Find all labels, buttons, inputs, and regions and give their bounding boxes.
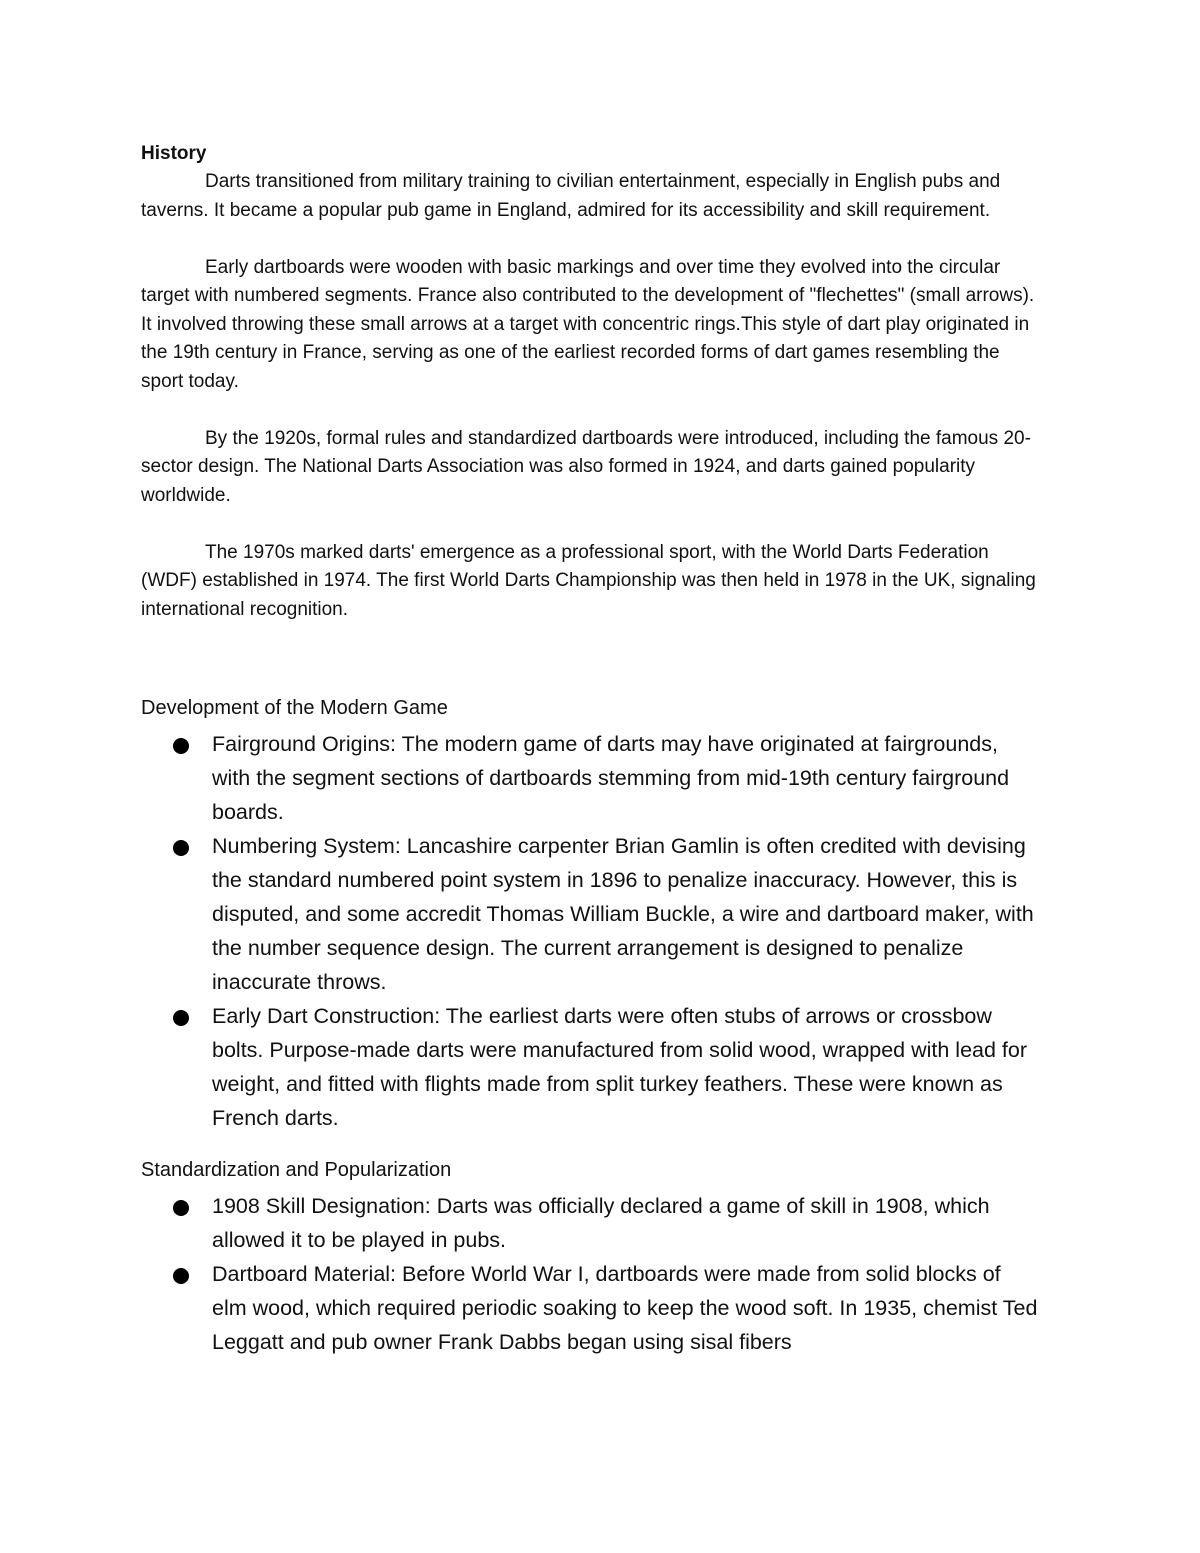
list-item	[141, 1189, 1041, 1257]
history-paragraph-3: By the 1920s, formal rules and standardized dartboards were introduced, including the famous 20-sector design. The National Darts Association was also formed in 1924, and darts gained popularity worldwide.	[141, 427, 1031, 506]
standardization-heading: Standardization and Popularization	[141, 1158, 452, 1181]
history-paragraph-2: Early dartboards were wooden with basic markings and over time they evolved into the circular target with numbered segments. France also contributed to the development of "flechettes" (small arrows). It involved throwing these small arrows at a target with concentric rings.This style of dart play originated in the 19th century in France, serving as one of the earliest recorded forms of dart games resembling the sport today.	[141, 256, 1035, 392]
section-spacer	[141, 1135, 1041, 1155]
history-paragraph-4: The 1970s marked darts' emergence as a professional sport, with the World Darts Federation (WDF) established in 1974. The first World Darts Championship was then held in 1978 in the UK, signaling international recognition.	[141, 541, 1036, 620]
list-item	[141, 829, 1041, 999]
list-item-text: Early Dart Construction: The earliest darts were often stubs of arrows or crossbow bolts. Purpose-made darts were manufactured from solid wood, wrapped with lead for weight, and fitted with flights made from split turkey feathers. These were known as French darts.	[212, 1003, 1028, 1130]
document-page	[141, 140, 1041, 1359]
section-spacer	[141, 653, 1041, 693]
list-item-text: Numbering System: Lancashire carpenter Brian Gamlin is often credited with devising the standard numbered point system in 1896 to penalize inaccuracy. However, this is disputed, and some accredit Thomas William Buckle, a wire and dartboard maker, with the number sequence design. The current arrangement is designed to penalize inaccurate throws.	[212, 833, 1034, 994]
list-item-text: Dartboard Material: Before World War I, dartboards were made from solid blocks of elm wood, which required periodic soaking to keep the wood soft. In 1935, chemist Ted Leggatt and pub owner Frank Dabbs began using sisal fibers	[212, 1261, 1038, 1354]
bullet-icon	[173, 738, 189, 754]
bullet-icon	[173, 1200, 189, 1216]
list-item	[141, 727, 1041, 829]
bullet-icon	[173, 1010, 189, 1026]
list-item	[141, 999, 1041, 1135]
bullet-icon	[173, 1268, 189, 1284]
history-heading: History	[141, 143, 207, 164]
list-item-text: Fairground Origins: The modern game of darts may have originated at fairgrounds, with the segment sections of dartboards stemming from mid-19th century fairground boards.	[212, 731, 1010, 824]
development-heading: Development of the Modern Game	[141, 696, 448, 719]
history-paragraph-1: Darts transitioned from military training to civilian entertainment, especially in English pubs and taverns. It became a popular pub game in England, admired for its accessibility and skill requirement.	[141, 171, 1001, 221]
development-list	[141, 727, 1041, 1135]
standardization-list	[141, 1189, 1041, 1359]
list-item	[141, 1257, 1041, 1359]
list-item-text: 1908 Skill Designation: Darts was officially declared a game of skill in 1908, which allowed it to be played in pubs.	[212, 1193, 990, 1252]
bullet-icon	[173, 840, 189, 856]
